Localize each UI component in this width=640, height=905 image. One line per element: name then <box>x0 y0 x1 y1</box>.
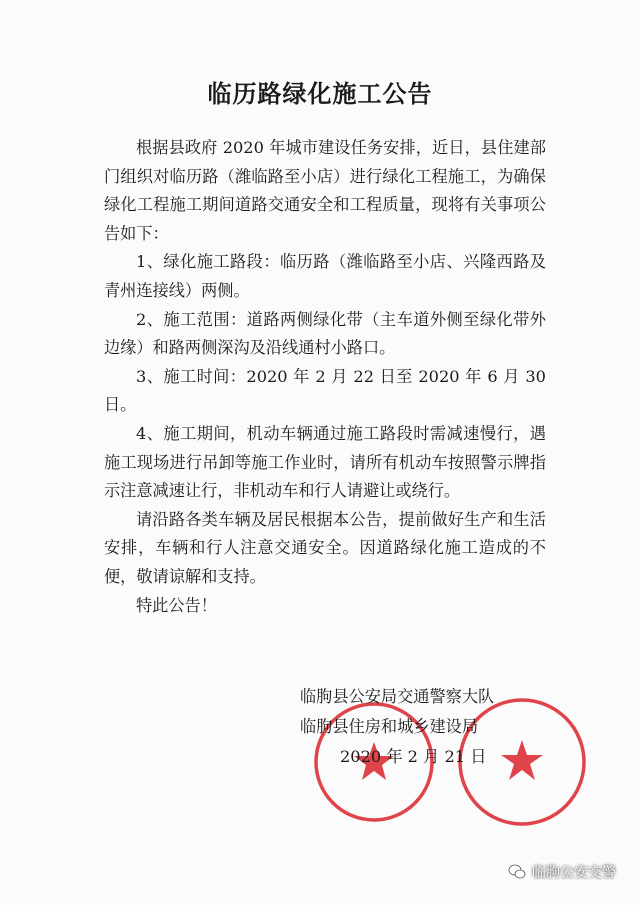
paragraph-sign-off: 特此公告！ <box>136 595 217 615</box>
paragraph-item-1: 1、绿化施工路段：临历路（潍临路至小店、兴隆西路及青州连接线）两侧。 <box>104 252 546 300</box>
signature-housing-bureau: 临朐县住房和城乡建设局 <box>300 717 479 736</box>
notice-body <box>104 134 546 620</box>
paragraph-item-3: 3、施工时间：2020 年 2 月 22 日至 2020 年 6 月 30 日。 <box>104 366 546 415</box>
paragraph-closing: 请沿路各类车辆及居民根据本公告，提前做好生产和生活安排，车辆和行人注意交通安全。因道路绿化施工造成的不便，敬请谅解和支持。 <box>104 509 546 586</box>
issue-date: 2020 年 2 月 21 日 <box>340 747 487 766</box>
paragraph-intro: 根据县政府 2020 年城市建设任务安排，近日，县住建部门组织对临历路（潍临路至小店）进行绿化工程施工，为确保绿化工程施工期间道路交通安全和工程质量，现将有关事项公告如下： <box>104 138 546 243</box>
paragraph-item-4: 4、施工期间，机动车辆通过施工路段时需减速慢行，遇施工现场进行吊卸等施工作业时，请所有机动车按照警示牌指示注意减速让行，非机动车和行人请避让或绕行。 <box>104 423 546 501</box>
wechat-icon <box>508 863 526 881</box>
signature-police: 临朐县公安局交通警察大队 <box>300 687 495 706</box>
wechat-watermark <box>508 862 616 882</box>
page-title: 临历路绿化施工公告 <box>207 80 433 108</box>
watermark-text: 临朐公安交警 <box>532 865 616 881</box>
paragraph-item-2: 2、施工范围：道路两侧绿化带（主车道外侧至绿化带外边缘）和路两侧深沟及沿线通村小路口。 <box>104 309 546 358</box>
